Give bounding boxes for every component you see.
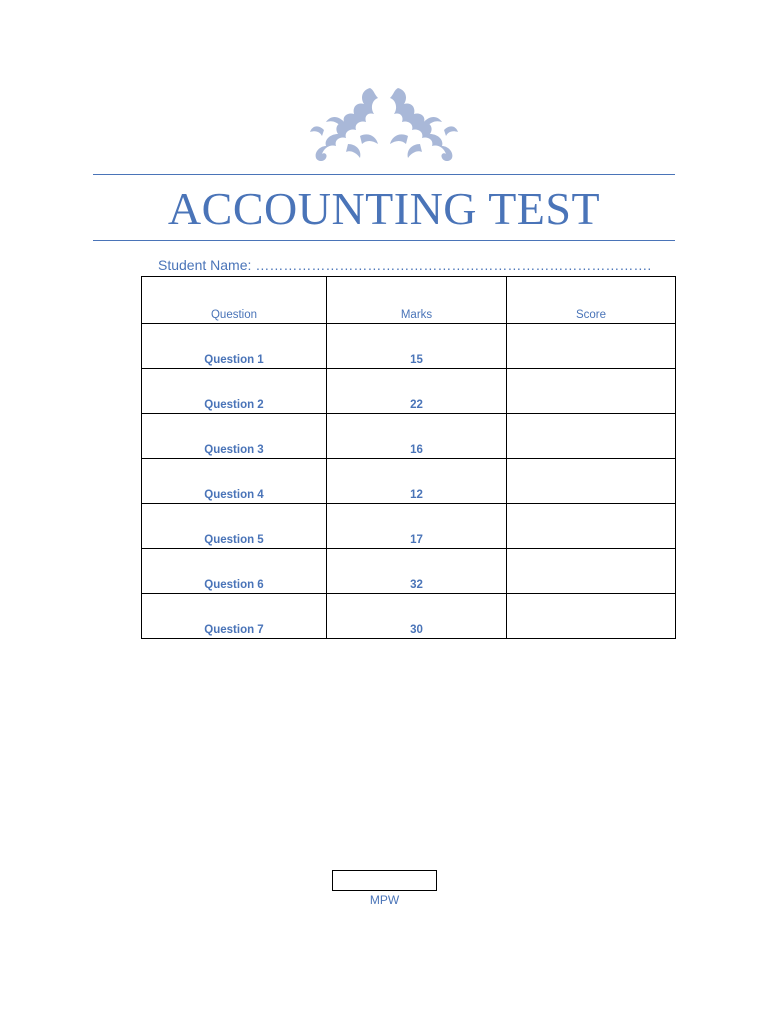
student-name-field[interactable]: …………………………………………………………………………. <box>255 257 652 273</box>
student-name-label: Student Name: <box>158 257 252 273</box>
header-question: Question <box>142 277 327 324</box>
table-row <box>142 549 676 594</box>
score-cell[interactable] <box>507 594 676 639</box>
marks-cell: 32 <box>327 549 507 594</box>
question-cell: Question 4 <box>142 459 327 504</box>
score-cell[interactable] <box>507 324 676 369</box>
marks-cell: 17 <box>327 504 507 549</box>
score-cell[interactable] <box>507 504 676 549</box>
table-row <box>142 459 676 504</box>
table-header-row <box>142 277 676 324</box>
header-score: Score <box>507 277 676 324</box>
question-cell: Question 6 <box>142 549 327 594</box>
score-cell[interactable] <box>507 459 676 504</box>
header-marks: Marks <box>327 277 507 324</box>
footer-box <box>332 870 437 891</box>
question-cell: Question 2 <box>142 369 327 414</box>
score-cell[interactable] <box>507 414 676 459</box>
table-row <box>142 414 676 459</box>
marks-table <box>141 276 676 639</box>
table-row <box>142 369 676 414</box>
title-rule-bottom <box>93 240 675 241</box>
question-cell: Question 1 <box>142 324 327 369</box>
floral-ornament-icon <box>308 84 460 164</box>
table-row <box>142 504 676 549</box>
student-name-line <box>158 257 651 273</box>
question-cell: Question 3 <box>142 414 327 459</box>
marks-cell: 15 <box>327 324 507 369</box>
marks-cell: 30 <box>327 594 507 639</box>
table-row <box>142 594 676 639</box>
question-cell: Question 5 <box>142 504 327 549</box>
footer-label: MPW <box>369 893 400 907</box>
title-rule-top <box>93 174 675 175</box>
page-title: ACCOUNTING TEST <box>167 183 601 234</box>
score-cell[interactable] <box>507 549 676 594</box>
marks-cell: 12 <box>327 459 507 504</box>
question-cell: Question 7 <box>142 594 327 639</box>
marks-cell: 16 <box>327 414 507 459</box>
marks-cell: 22 <box>327 369 507 414</box>
table-row <box>142 324 676 369</box>
score-cell[interactable] <box>507 369 676 414</box>
